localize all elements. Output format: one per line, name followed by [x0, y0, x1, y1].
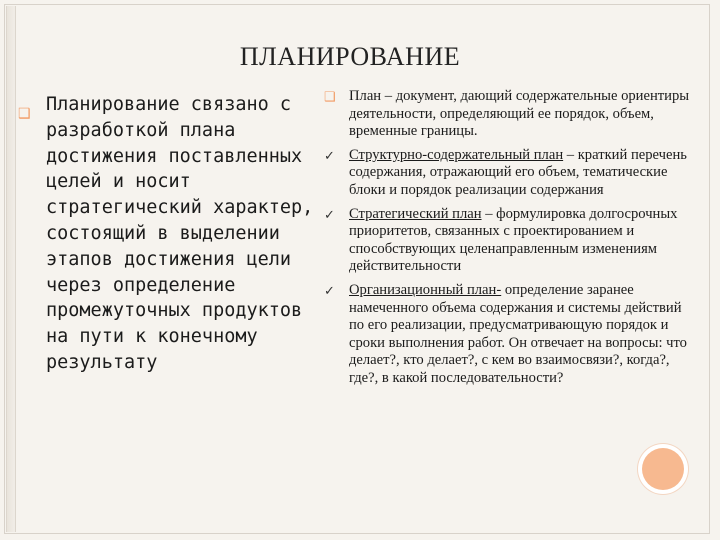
- structural-plan-item: [322, 147, 694, 200]
- decorative-circle: [642, 448, 684, 490]
- square-bullet-icon: ❑: [18, 106, 31, 122]
- checkmark-icon: ✓: [324, 148, 335, 164]
- square-bullet-icon: ❑: [324, 89, 336, 104]
- organizational-plan-text: определение заранее намеченного объема содержания и системы действий по его реализации, предусматривающую порядок и сроки выполнения работ. Он отвечает на вопросы: что делает?, кто делает?, с кем во взаимосвязи?, когда?, где?, в какой последовательности?: [349, 281, 687, 386]
- slide-title: ПЛАНИРОВАНИЕ: [239, 42, 461, 71]
- left-column: [18, 92, 318, 376]
- organizational-plan-item: [322, 282, 694, 388]
- left-paragraph: Планирование связано с разработкой плана достижения поставленных целей и носит стратегический характер, состоящий в выделении этапов достижения цели через определение промежуточных продуктов на пути к конечному результату: [46, 94, 314, 373]
- structural-plan-term: Структурно-содержательный план: [349, 146, 564, 163]
- structural-plan-text: – краткий перечень содержания, отражающий его объем, тематические блоки и порядок реализации содержания: [349, 146, 687, 198]
- organizational-plan-term: Организационный план-: [349, 281, 502, 298]
- checkmark-icon: ✓: [324, 283, 335, 299]
- strategic-plan-item: [322, 206, 694, 276]
- strategic-plan-term: Стратегический план: [349, 205, 482, 222]
- definition-item: [322, 88, 694, 141]
- checkmark-icon: ✓: [324, 207, 335, 223]
- definition-text: План – документ, дающий содержательные ориентиры деятельности, определяющий ее порядок, объем, временные границы.: [349, 88, 690, 140]
- left-decor-bar: [6, 6, 16, 532]
- strategic-plan-text: – формулировка долгосрочных приоритетов, связанных с проектированием и способствующих целенаправленным изменениям действительности: [349, 205, 678, 275]
- right-column: [322, 88, 694, 394]
